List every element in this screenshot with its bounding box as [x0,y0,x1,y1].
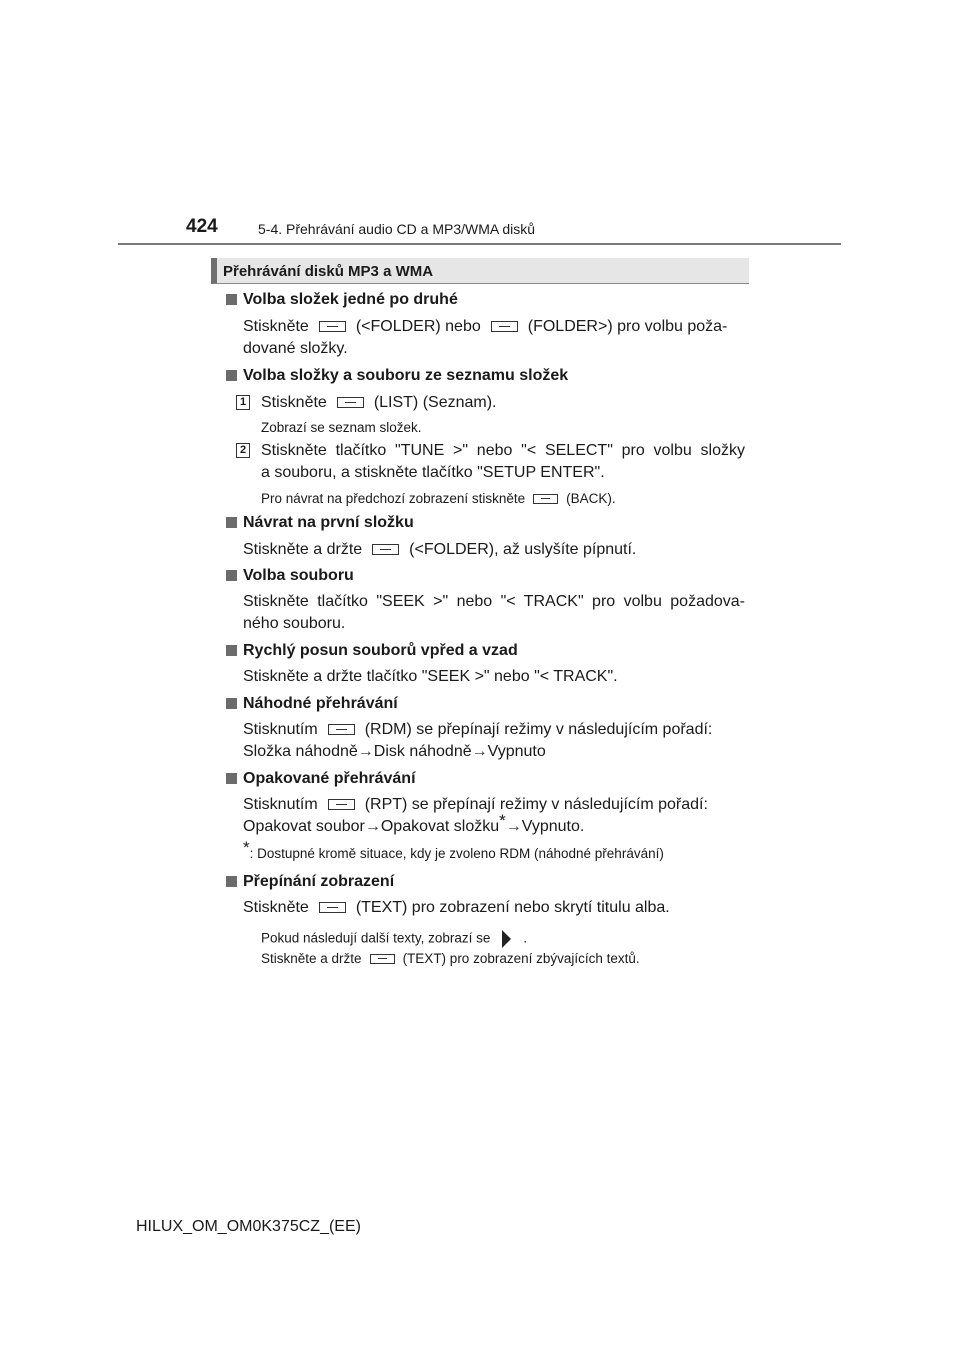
item-text: Stiskněte (TEXT) pro zobrazení nebo skrytí titulu alba. [243,899,670,916]
rdm-button-icon [328,724,355,735]
header-rule [118,243,841,245]
item-text: Stiskněte tlačítko "SEEK >" nebo "< TRACK" pro volbu požadova- [243,593,745,610]
item-text: Stiskněte a držte tlačítko "SEEK >" nebo "< TRACK". [243,668,618,685]
item-heading: Přepínání zobrazení [243,873,395,890]
item-heading: Náhodné přehrávání [243,695,398,712]
folder-back-button-icon [372,544,399,555]
item-text: ného souboru. [243,615,346,632]
item-text: Stisknutím (RDM) se přepínají režimy v následujícím pořadí: [243,721,713,738]
step-text: a souboru, a stiskněte tlačítko "SETUP ENTER". [261,464,605,481]
item-text: dované složky. [243,340,348,357]
arrow-right-icon: → [357,743,374,760]
arrow-right-icon: → [364,818,381,835]
note: Stiskněte a držte (TEXT) pro zobrazení zbývajících textů. [261,951,640,966]
mode-sequence: Opakovat soubor→Opakovat složku*→Vypnuto. [243,811,585,835]
back-button-icon [533,494,558,504]
step-note: Pro návrat na předchozí zobrazení stiskněte (BACK). [261,491,616,506]
item-heading: Návrat na první složku [243,514,414,531]
folder-forward-button-icon [491,321,518,332]
step-number: 2 [236,443,250,458]
section-title: Přehrávání disků MP3 a WMA [223,263,434,280]
bullet-square-icon [226,517,237,528]
running-title: 5-4. Přehrávání audio CD a MP3/WMA disků [258,221,536,237]
step-text: Stiskněte tlačítko "TUNE >" nebo "< SELECT" pro volbu složky [261,442,745,459]
footnote-marker: * [243,838,250,857]
step-note: Zobrazí se seznam složek. [261,420,422,435]
item-heading: Volba složek jedné po druhé [243,291,458,308]
item-text: Stiskněte (<FOLDER) nebo (FOLDER>) pro volbu poža- [243,318,728,335]
item-heading: Opakované přehrávání [243,770,416,787]
more-text-arrow-icon [502,930,511,948]
bullet-square-icon [226,370,237,381]
arrow-right-icon: → [505,818,522,835]
item-text: Stisknutím (RPT) se přepínají režimy v následujícím pořadí: [243,796,708,813]
text-button-icon [319,902,346,913]
footnote: *: Dostupné kromě situace, kdy je zvoleno RDM (náhodné přehrávání) [243,838,664,861]
bullet-square-icon [226,294,237,305]
arrow-right-icon: → [471,743,488,760]
bullet-square-icon [226,773,237,784]
bullet-square-icon [226,876,237,887]
rpt-button-icon [328,799,355,810]
footnote-marker: * [499,811,506,830]
bullet-square-icon [226,570,237,581]
text-button-icon [370,954,395,964]
bullet-square-icon [226,698,237,709]
folder-back-button-icon [319,321,346,332]
step-number: 1 [236,395,250,410]
item-text: Stiskněte a držte (<FOLDER), až uslyšíte pípnutí. [243,541,637,558]
document-code: HILUX_OM_OM0K375CZ_(EE) [136,1218,361,1235]
mode-sequence: Složka náhodně→Disk náhodně→Vypnuto [243,743,546,760]
note: Pokud následují další texty, zobrazí se . [261,930,527,948]
item-heading: Volba souboru [243,567,354,584]
list-button-icon [337,397,364,408]
page-number: 424 [186,216,218,237]
item-heading: Volba složky a souboru ze seznamu složek [243,367,569,384]
item-heading: Rychlý posun souborů vpřed a vzad [243,642,518,659]
step-text: Stiskněte (LIST) (Seznam). [261,394,497,411]
bullet-square-icon [226,645,237,656]
